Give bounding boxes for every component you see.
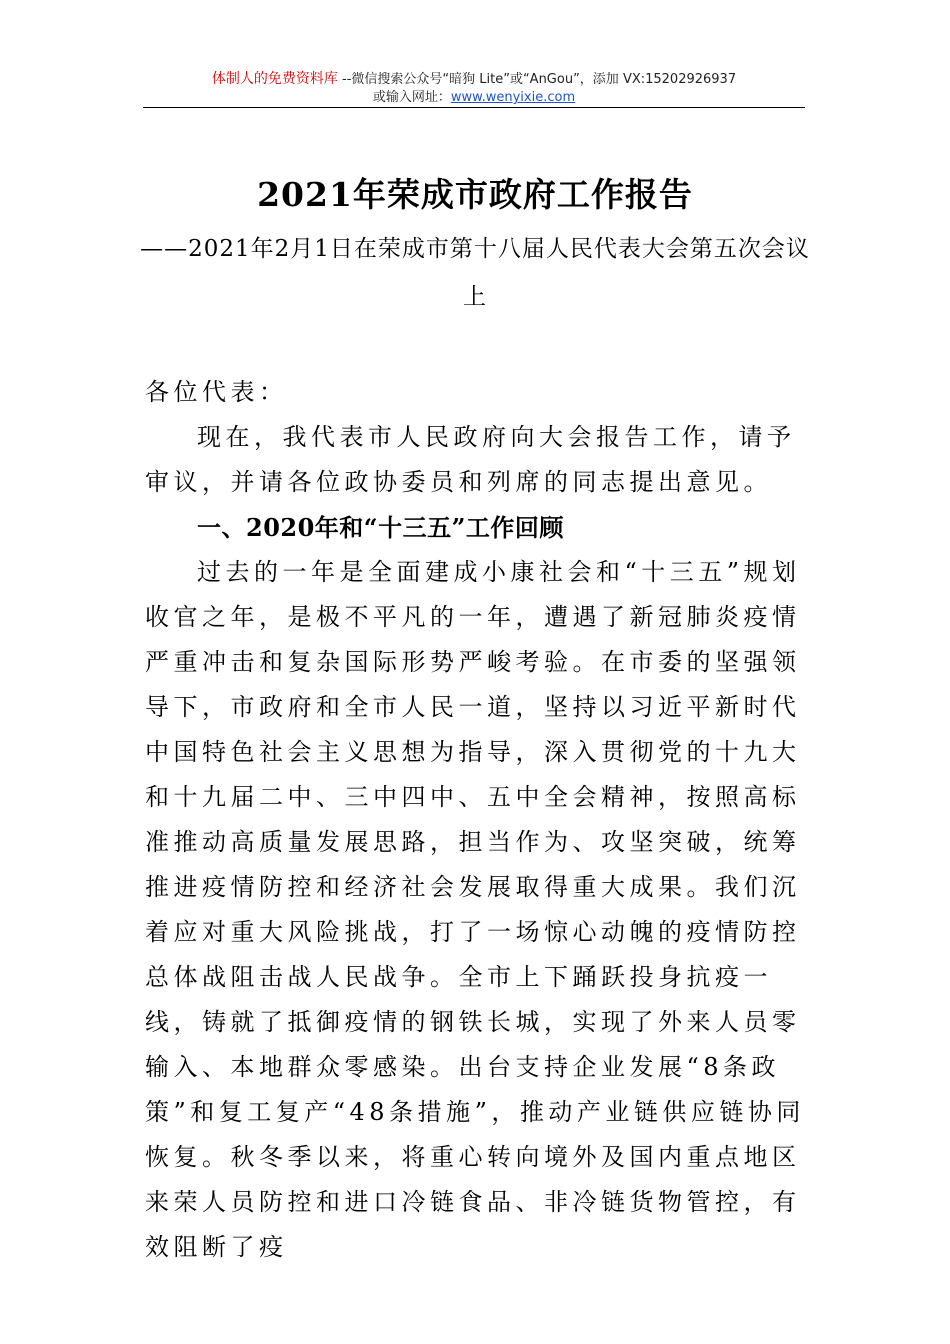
document-title: 2021年荣成市政府工作报告 [257, 175, 693, 214]
body-paragraph: 过去的一年是全面建成小康社会和“十三五”规划收官之年，是极不平凡的一年，遭遇了新冠肺炎疫情严重冲击和复杂国际形势严峻考验。在市委的坚强领导下，市政府和全市人民一道，坚持以习近平新时代中国特色社会主义思想为指导，深入贯彻党的十九大和十九届二中、三中四中、五中全会精神，按照高标准推动高质量发展思路，担当作为、攻坚突破，统筹推进疫情防控和经济社会发展取得重大成果。我们沉着应对重大风险挑战，打了一场惊心动魄的疫情防控总体战阻击战人民战争。全市上下踊跃投身抗疫一线，铸就了抵御疫情的钢铁长城，实现了外来人员零输入、本地群众零感染。出台支持企业发展“8条政策”和复工复产“48条措施”，推动产业链供应链协同恢复。秋冬季以来，将重心转向境外及国内重点地区来荣人员防控和进口冷链食品、非冷链货物管控，有效阻断了疫 [145, 558, 805, 1261]
header-note: --微信搜索公众号“暗狗 Lite”或“AnGou”，添加 VX:15202926937 [337, 72, 737, 87]
intro-paragraph: 现在，我代表市人民政府向大会报告工作，请予审议，并请各位政协委员和列席的同志提出意见。 [145, 423, 796, 496]
section-heading: 一、2020年和“十三五”工作回顾 [197, 513, 564, 542]
header-url-link[interactable]: www.wenyixie.com [450, 90, 576, 105]
header-line-2 [143, 89, 805, 107]
salutation: 各位代表： [145, 378, 288, 406]
document-subtitle: ——2021年2月1日在荣成市第十八届人民代表大会第五次会议上 [140, 236, 810, 310]
header-line-1 [143, 70, 805, 89]
page-header [143, 70, 805, 107]
document-body [145, 370, 810, 1270]
header-divider [143, 107, 805, 108]
header-url-prefix: 或输入网址： [372, 90, 451, 105]
header-brand: 体制人的免费资料库 [211, 71, 338, 87]
